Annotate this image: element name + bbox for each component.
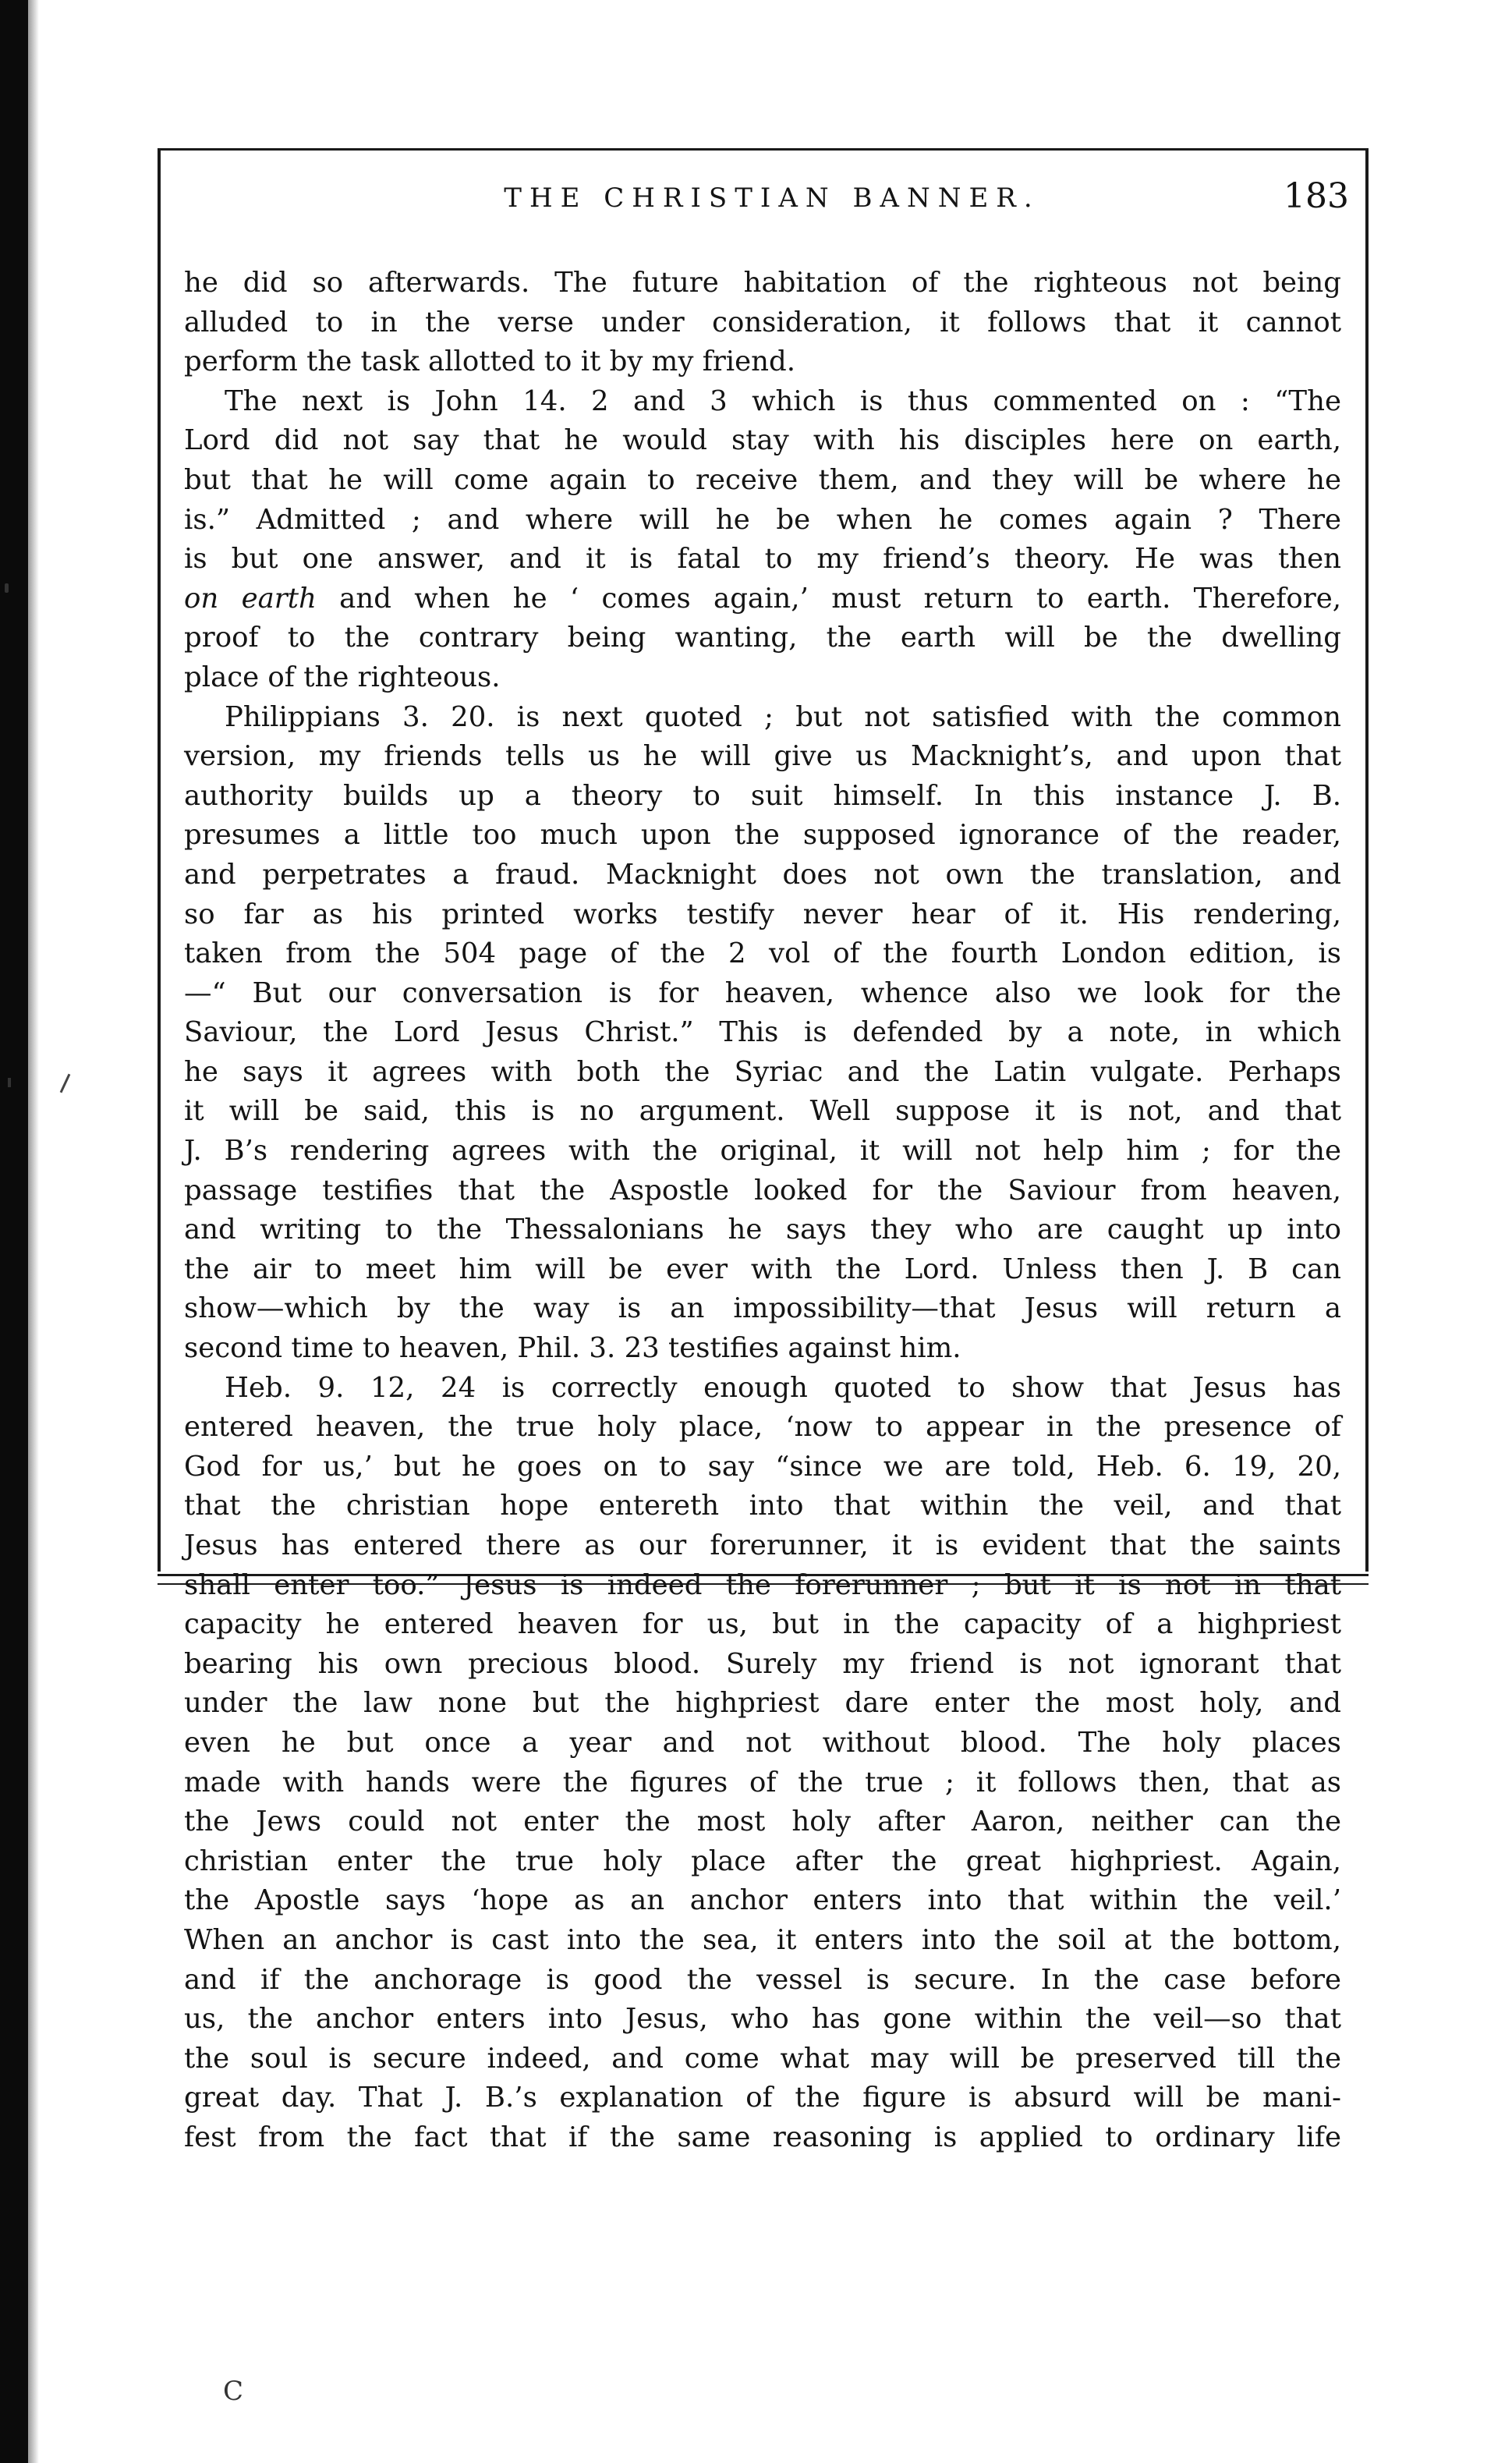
text-line: he says it agrees with both the Syriac and the Latin vulgate. Perhaps <box>184 1055 1341 1088</box>
text-line: passage testifies that the Aspostle looked for the Saviour from heaven, <box>184 1174 1341 1207</box>
text-line: perform the task allotted to it by my friend. <box>184 346 796 378</box>
text-line: alluded to in the verse under consideration, it follows that it cannot <box>184 306 1341 338</box>
text-line: show—which by the way is an impossibility—that Jesus will return a <box>184 1292 1341 1325</box>
text-line: presumes a little too much upon the supposed ignorance of the reader, <box>184 819 1341 852</box>
text-line: Lord did not say that he would stay with his disciples here on earth, <box>184 424 1341 457</box>
text-line: that the christian hope entereth into that within the veil, and that <box>184 1490 1341 1522</box>
text-line: he did so afterwards. The future habitation of the righteous not being <box>184 267 1341 299</box>
signature-mark: C <box>223 2376 244 2407</box>
text-line: the air to meet him will be ever with the Lord. Unless then J. B can <box>184 1253 1341 1285</box>
text-line: us, the anchor enters into Jesus, who has gone within the veil—so that <box>184 2003 1341 2036</box>
text-line: The next is John 14. 2 and 3 which is thus commented on : “The <box>225 385 1341 417</box>
text-line: is.” Admitted ; and where will he be when he comes again ? There <box>184 503 1341 536</box>
text-line: second time to heaven, Phil. 3. 23 testifies against him. <box>184 1332 961 1365</box>
text-line: great day. That J. B.’s explanation of the figure is absurd will be mani- <box>184 2082 1341 2114</box>
text-line: When an anchor is cast into the sea, it enters into the soil at the bottom, <box>184 1923 1341 1956</box>
text-line: it will be said, this is no argument. Well suppose it is not, and that <box>184 1095 1341 1128</box>
text-line: bearing his own precious blood. Surely my friend is not ignorant that <box>184 1647 1341 1680</box>
text-line: Philippians 3. 20. is next quoted ; but not satisfied with the common <box>225 700 1341 733</box>
running-head <box>195 176 1349 223</box>
text-line: and writing to the Thessalonians he says they who are caught up into <box>184 1214 1341 1246</box>
text-line: fest from the fact that if the same reasoning is applied to ordinary life <box>184 2121 1341 2153</box>
text-line: and if the anchorage is good the vessel is secure. In the case before <box>184 1963 1341 1996</box>
text-line: on earth and when he ‘ comes again,’ must return to earth. Therefore, <box>184 582 1341 615</box>
body-text <box>184 264 1341 2158</box>
text-line: even he but once a year and not without blood. The holy places <box>184 1726 1341 1759</box>
text-line: the soul is secure indeed, and come what may will be preserved till the <box>184 2042 1341 2075</box>
margin-speck <box>8 1078 11 1087</box>
text-line: God for us,’ but he goes on to say “since we are told, Heb. 6. 19, 20, <box>184 1450 1341 1483</box>
text-line: made with hands were the figures of the true ; it follows then, that as <box>184 1766 1341 1799</box>
text-line: christian enter the true holy place after the great highpriest. Again, <box>184 1845 1341 1877</box>
text-line: proof to the contrary being wanting, the earth will be the dwelling <box>184 622 1341 654</box>
text-line: version, my friends tells us he will give us Macknight’s, and upon that <box>184 740 1341 773</box>
text-line: capacity he entered heaven for us, but in the capacity of a highpriest <box>184 1608 1341 1641</box>
text-line: Heb. 9. 12, 24 is correctly enough quoted to show that Jesus has <box>225 1371 1341 1404</box>
text-line: so far as his printed works testify never hear of it. His rendering, <box>184 898 1341 930</box>
text-line: taken from the 504 page of the 2 vol of the fourth London edition, is <box>184 937 1341 970</box>
page-number: 183 <box>1284 176 1349 216</box>
text-line: Saviour, the Lord Jesus Christ.” This is defended by a note, in which <box>184 1016 1341 1049</box>
text-line: under the law none but the highpriest dare enter the most holy, and <box>184 1687 1341 1720</box>
text-line: and perpetrates a fraud. Macknight does not own the translation, and <box>184 858 1341 891</box>
text-line: the Apostle says ‘hope as an anchor enters into that within the veil.’ <box>184 1884 1341 1917</box>
margin-speck <box>60 1074 71 1093</box>
text-line: shall enter too.” Jesus is indeed the forerunner ; but it is not in that <box>184 1568 1341 1601</box>
text-line: entered heaven, the true holy place, ‘now to appear in the presence of <box>184 1411 1341 1444</box>
text-line: but that he will come again to receive them, and they will be where he <box>184 463 1341 496</box>
book-binding-edge <box>0 0 28 2463</box>
text-line: —“ But our conversation is for heaven, whence also we look for the <box>184 976 1341 1009</box>
text-line: place of the righteous. <box>184 661 501 693</box>
margin-speck <box>5 583 9 593</box>
binding-shadow <box>28 0 39 2463</box>
text-line: J. B’s rendering agrees with the original, it will not help him ; for the <box>184 1135 1341 1168</box>
text-line: is but one answer, and it is fatal to my friend’s theory. He was then <box>184 543 1341 576</box>
running-title: THE CHRISTIAN BANNER. <box>504 183 1040 214</box>
text-line: the Jews could not enter the most holy after Aaron, neither can the <box>184 1806 1341 1838</box>
text-line: Jesus has entered there as our forerunner, it is evident that the saints <box>184 1529 1341 1561</box>
text-line: authority builds up a theory to suit himself. In this instance J. B. <box>184 779 1341 812</box>
